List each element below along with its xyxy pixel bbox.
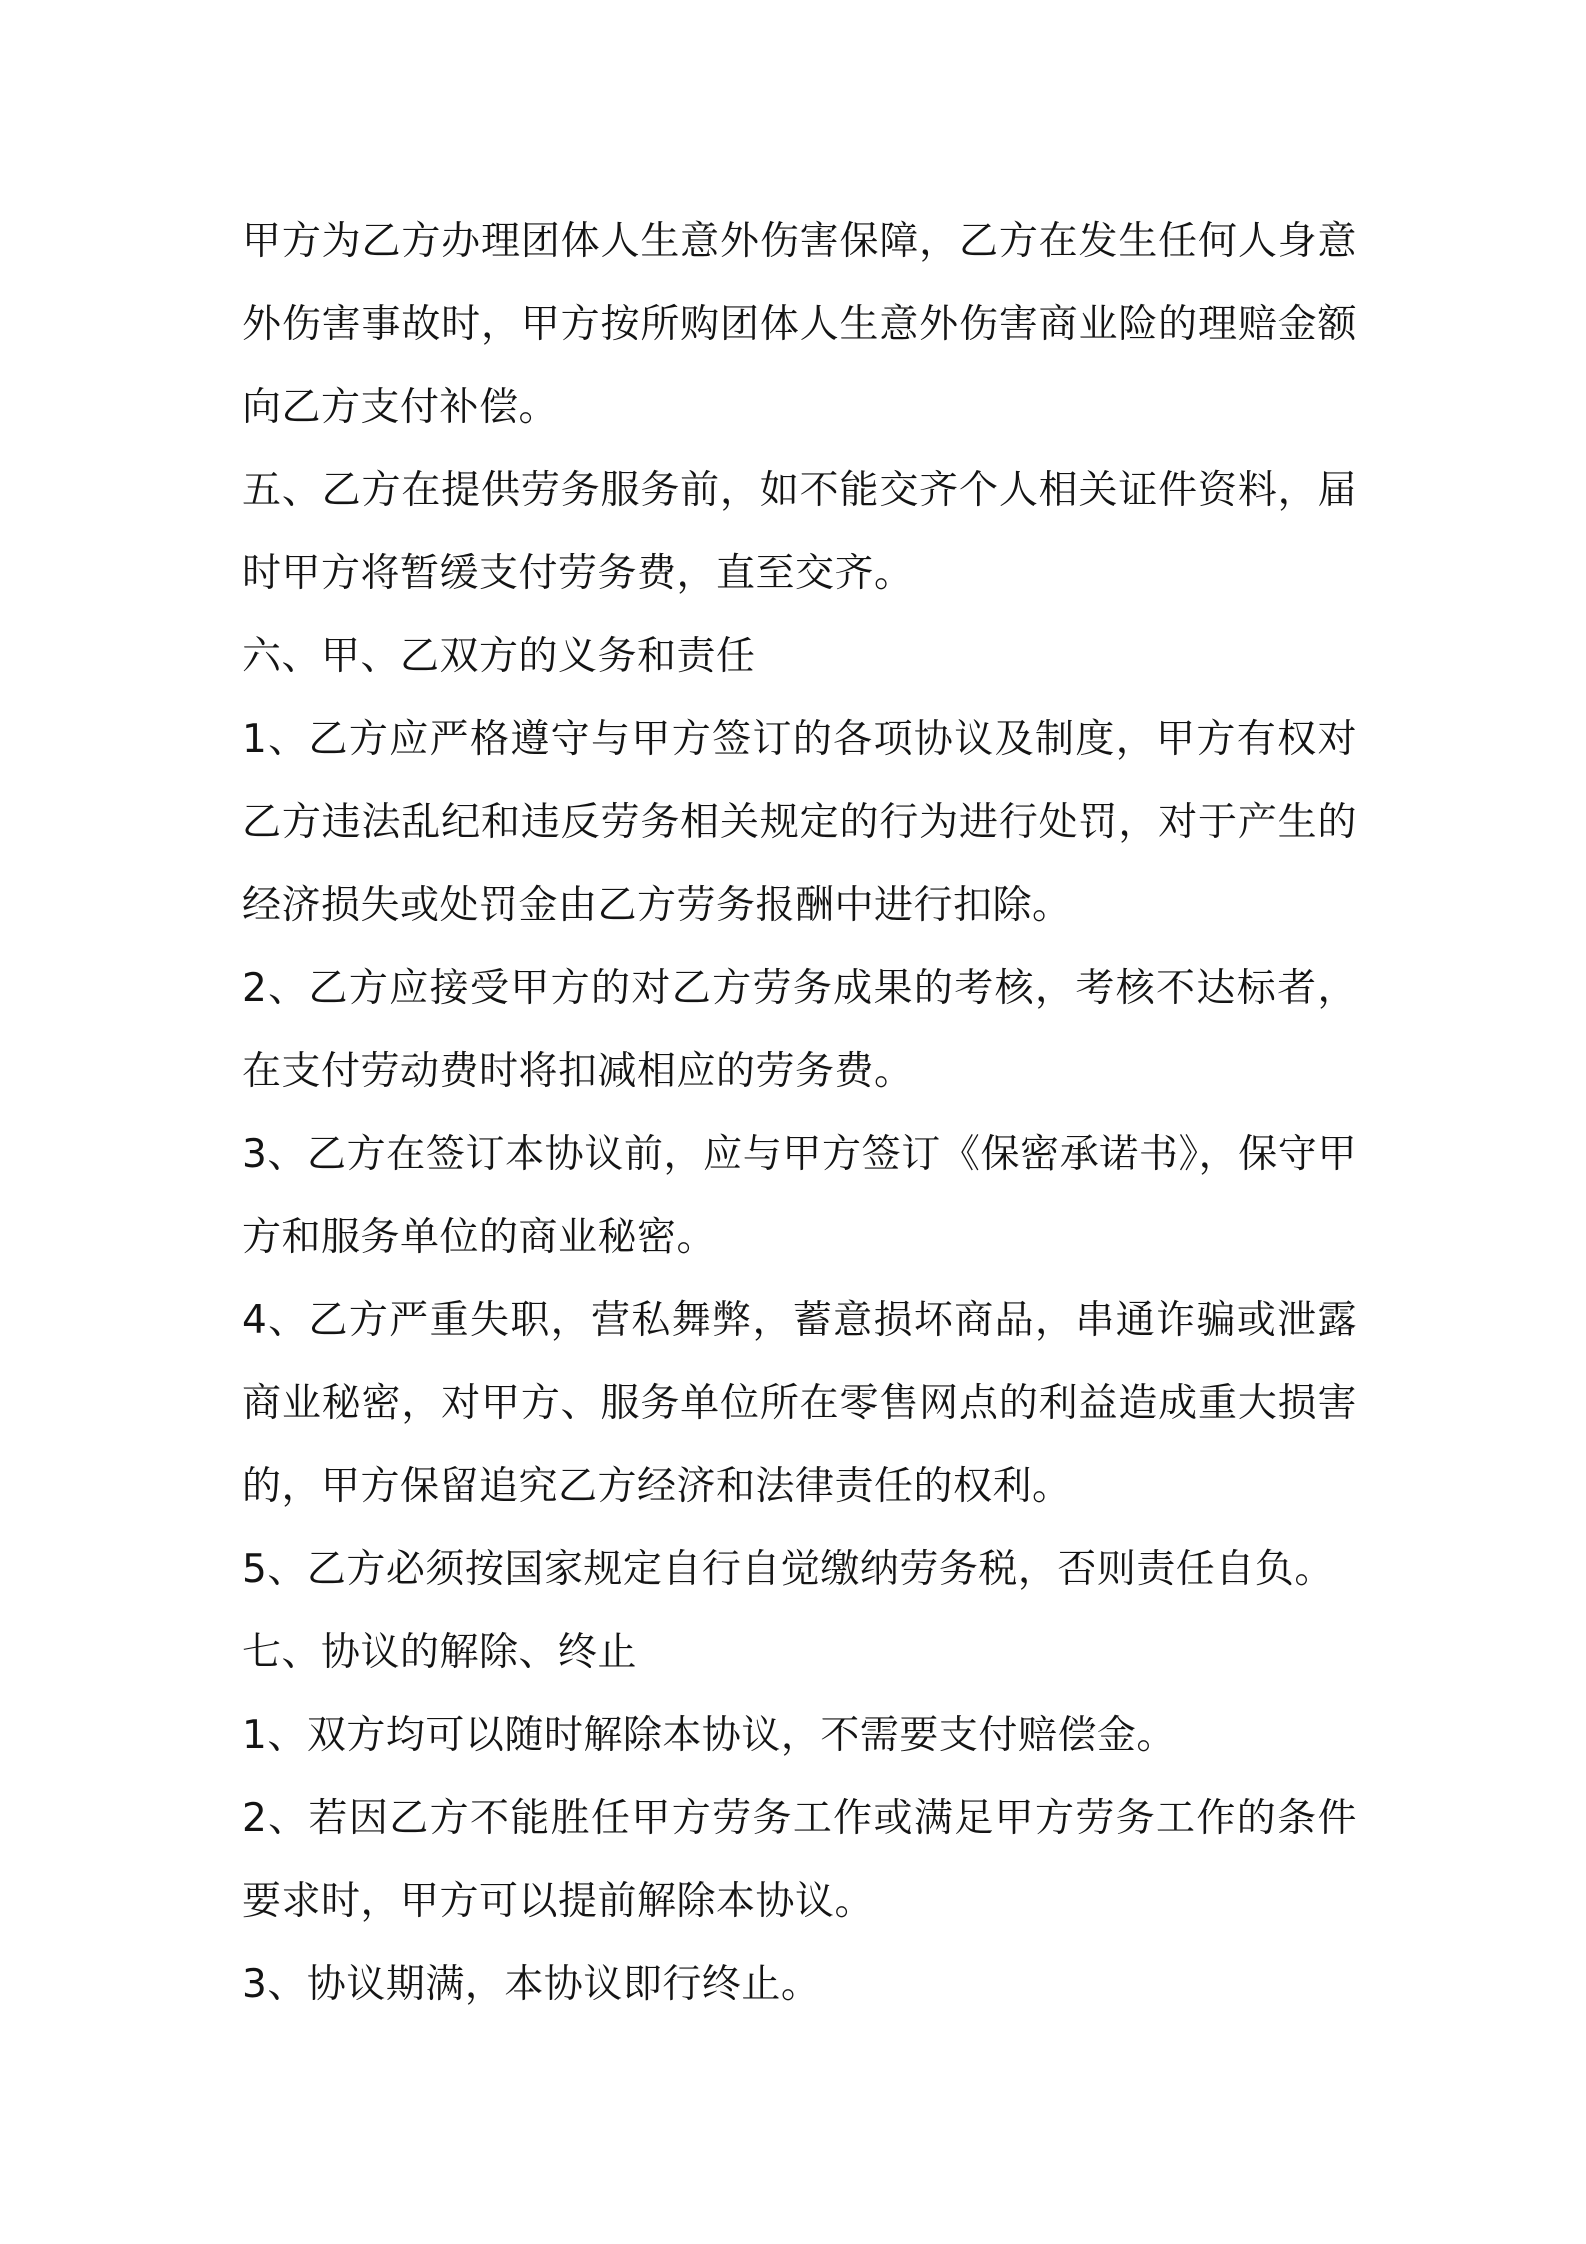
paragraph-7-1: 1、双方均可以随时解除本协议，不需要支付赔偿金。: [242, 1713, 1176, 1758]
paragraph-section-5: 五、乙方在提供劳务服务前，如不能交齐个人相关证件资料，届时甲方将暂缓支付劳务费，直至交齐。: [242, 468, 1357, 596]
paragraph-7-3: 3、协议期满，本协议即行终止。: [242, 1962, 821, 2007]
paragraph-6-3: 3、乙方在签订本协议前，应与甲方签订《保密承诺书》，保守甲方和服务单位的商业秘密。: [242, 1132, 1357, 1260]
heading-section-7: 七、协议的解除、终止: [242, 1630, 638, 1675]
paragraph-6-1: 1、乙方应严格遵守与甲方签订的各项协议及制度，甲方有权对乙方违法乱纪和违反劳务相关规定的行为进行处罚，对于产生的经济损失或处罚金由乙方劳务报酬中进行扣除。: [242, 717, 1357, 928]
heading-section-6: 六、甲、乙双方的义务和责任: [242, 634, 756, 679]
document-body: [242, 200, 1357, 2026]
paragraph-insurance: 甲方为乙方办理团体人生意外伤害保障，乙方在发生任何人身意外伤害事故时，甲方按所购团体人生意外伤害商业险的理赔金额向乙方支付补偿。: [242, 219, 1357, 430]
paragraph-6-4: 4、乙方严重失职，营私舞弊，蓄意损坏商品，串通诈骗或泄露商业秘密，对甲方、服务单位所在零售网点的利益造成重大损害的，甲方保留追究乙方经济和法律责任的权利。: [242, 1298, 1357, 1509]
paragraph-6-5: 5、乙方必须按国家规定自行自觉缴纳劳务税，否则责任自负。: [242, 1547, 1334, 1592]
paragraph-6-2: 2、乙方应接受甲方的对乙方劳务成果的考核，考核不达标者，在支付劳动费时将扣减相应的劳务费。: [242, 966, 1357, 1094]
paragraph-7-2: 2、若因乙方不能胜任甲方劳务工作或满足甲方劳务工作的条件要求时，甲方可以提前解除本协议。: [242, 1796, 1357, 1924]
